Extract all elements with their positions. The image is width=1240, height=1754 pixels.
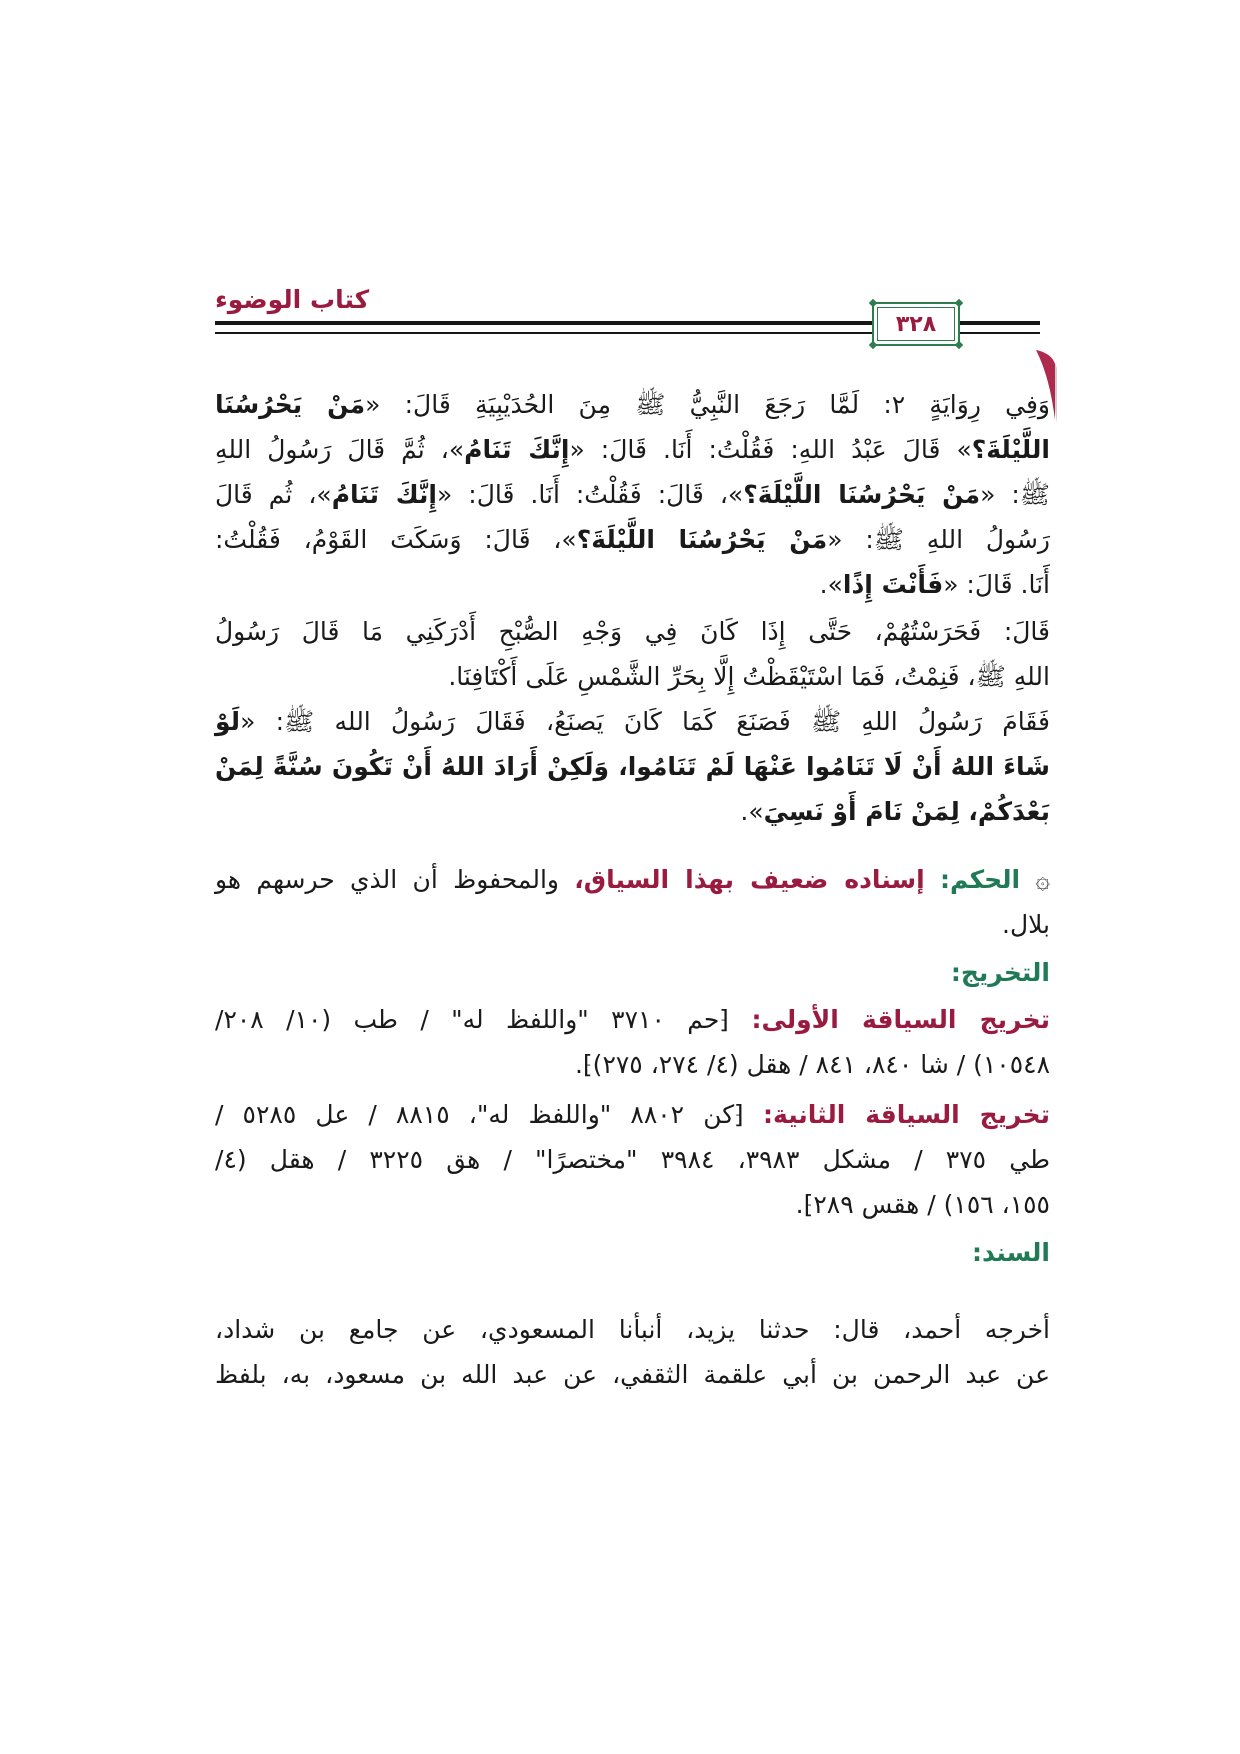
narration-line-5: [215, 562, 1050, 608]
hadith-quote: لَوْ: [215, 707, 241, 736]
takhrij-references: طي ٣٧٥ / مشكل ٣٩٨٣، ٣٩٨٤ "مختصرًا" / هق ٣٢٢٥ / هقل (٤/: [215, 1145, 1051, 1174]
hadith-quote: بَعْدَكُمْ، لِمَنْ نَامَ أَوْ نَسِيَ: [763, 797, 1050, 826]
header-rule-thick-left: [215, 321, 872, 325]
header-rule-thin-left: [215, 332, 872, 334]
narration-line-4: [215, 517, 1050, 563]
ruling-text: والمحفوظ أن الذي حرسهم هو: [215, 865, 559, 894]
page-number: ٣٢٨: [895, 311, 937, 337]
ruling-line-2: [215, 902, 1050, 948]
narration-line-1: [215, 382, 1050, 428]
takhrij-heading-line: [215, 950, 1050, 996]
takhrij-second-label: تخريج السياقة الثانية:: [763, 1100, 1050, 1129]
takhrij-references: ⁅حم ٣٧١٠ "واللفظ له" / طب (١٠/ ٢٠٨/: [215, 1005, 752, 1034]
hadith-quote: فَأَنْتَ إِذًا: [842, 570, 944, 599]
takhrij-second-line-2: [215, 1137, 1050, 1183]
takhrij-first-line-1: [215, 997, 1050, 1043]
hadith-quote: مَنْ يَحْرُسُنَا اللَّيْلَةَ؟: [576, 525, 828, 554]
sanad-text: عن عبد الرحمن بن أبي علقمة الثقفي، عن عبد الله بن مسعود، به، بلفظ: [215, 1360, 1050, 1389]
sanad-text: أخرجه أحمد، قال: حدثنا يزيد، أنبأنا المسعودي، عن جامع بن شداد،: [215, 1315, 1050, 1344]
takhrij-first-label: تخريج السياقة الأولى:: [751, 1005, 1050, 1034]
narration-text: ».: [740, 797, 764, 826]
hadith-quote: مَنْ يَحْرُسُنَا اللَّيْلَةَ؟: [743, 480, 981, 509]
narration-text: أَنَا. قَالَ: «: [943, 570, 1050, 599]
sanad-line-1: [215, 1307, 1050, 1353]
running-title: كتاب الوضوء: [215, 285, 370, 314]
narration-text: اللهِ ﷺ، فَنِمْتُ، فَمَا اسْتَيْقَظْتُ إِلَّا بِحَرِّ الشَّمْسِ عَلَى أَكْتَافِنَا.: [448, 662, 1050, 691]
ruling-line-1: [215, 857, 1050, 903]
sanad-heading: السند:: [971, 1238, 1050, 1267]
narration-text: ﷺ: «: [980, 480, 1050, 509]
ruling-verdict: إسناده ضعيف بهذا السياق،: [574, 865, 925, 894]
narration-text: قَالَ: فَحَرَسْتُهُمْ، حَتَّى إِذَا كَانَ فِي وَجْهِ الصُّبْحِ أَدْرَكَنِي مَا قَالَ رَسُولُ: [215, 617, 1050, 646]
narration-text: رَسُولُ اللهِ ﷺ: «: [827, 525, 1050, 554]
narration-line-7: [215, 654, 1050, 700]
hadith-quote: شَاءَ اللهُ أَنْ لَا تَنَامُوا عَنْهَا لَمْ تَنَامُوا، وَلَكِنْ أَرَادَ اللهُ أَنْ تَكُونَ سُنَّةً لِمَنْ: [215, 752, 1050, 781]
hadith-quote: إِنَّكَ تَنَامُ: [464, 435, 570, 464]
takhrij-first-line-2: [215, 1042, 1050, 1088]
sanad-line-2: [215, 1352, 1050, 1398]
ruling-marker-icon: ۞: [1035, 865, 1051, 894]
narration-line-3: [215, 472, 1050, 518]
page-number-frame: [872, 302, 960, 346]
takhrij-heading: التخريج:: [950, 958, 1050, 987]
takhrij-references: ١٠٥٤٨) / شا ٨٤٠، ٨٤١ / هقل (٤/ ٢٧٤، ٢٧٥)⁆.: [574, 1050, 1050, 1079]
narration-line-10: [215, 789, 1050, 835]
sanad-heading-line: [215, 1230, 1050, 1276]
narration-text: »، ثُمَّ قَالَ رَسُولُ اللهِ: [215, 435, 465, 464]
hadith-quote: اللَّيْلَةَ؟: [971, 435, 1050, 464]
header-rule-thin-right: [960, 332, 1040, 334]
hadith-quote: إِنَّكَ تَنَامُ: [331, 480, 437, 509]
narration-text: ».: [819, 570, 843, 599]
takhrij-second-line-1: [215, 1092, 1050, 1138]
narration-text: » قَالَ عَبْدُ اللهِ: فَقُلْتُ: أَنَا. قَالَ: «: [569, 435, 972, 464]
narration-line-8: [215, 699, 1050, 745]
narration-text: »، ثُم قَالَ: [215, 480, 332, 509]
ruling-label: الحكم:: [939, 865, 1021, 894]
narration-line-2: [215, 427, 1050, 473]
ruling-text: بلال.: [1002, 910, 1050, 939]
narration-text: وَفِي رِوَايَةٍ ٢: لَمَّا رَجَعَ النَّبِيُّ ﷺ مِنَ الحُدَيْبِيَةِ قَالَ: «: [365, 390, 1050, 419]
takhrij-second-line-3: [215, 1182, 1050, 1228]
takhrij-references: ⁅كن ٨٨٠٢ "واللفظ له"، ٨٨١٥ / عل ٥٢٨٥ /: [215, 1100, 764, 1129]
narration-text: »، قَالَ: فَقُلْتُ: أَنَا. قَالَ: «: [436, 480, 744, 509]
narration-line-6: [215, 609, 1050, 655]
hadith-quote: مَنْ يَحْرُسُنَا: [215, 390, 366, 419]
takhrij-references: ١٥٥، ١٥٦) / هقس ٢٨٩⁆.: [795, 1190, 1050, 1219]
narration-text: فَقَامَ رَسُولُ اللهِ ﷺ فَصَنَعَ كَمَا كَانَ يَصنَعُ، فَقَالَ رَسُولُ الله ﷺ: «: [240, 707, 1050, 736]
header-rule-thick-right: [960, 321, 1040, 325]
narration-line-9: [215, 744, 1050, 790]
narration-text: »، قَالَ: وَسَكَتَ القَوْمُ، فَقُلْتُ:: [215, 525, 577, 554]
